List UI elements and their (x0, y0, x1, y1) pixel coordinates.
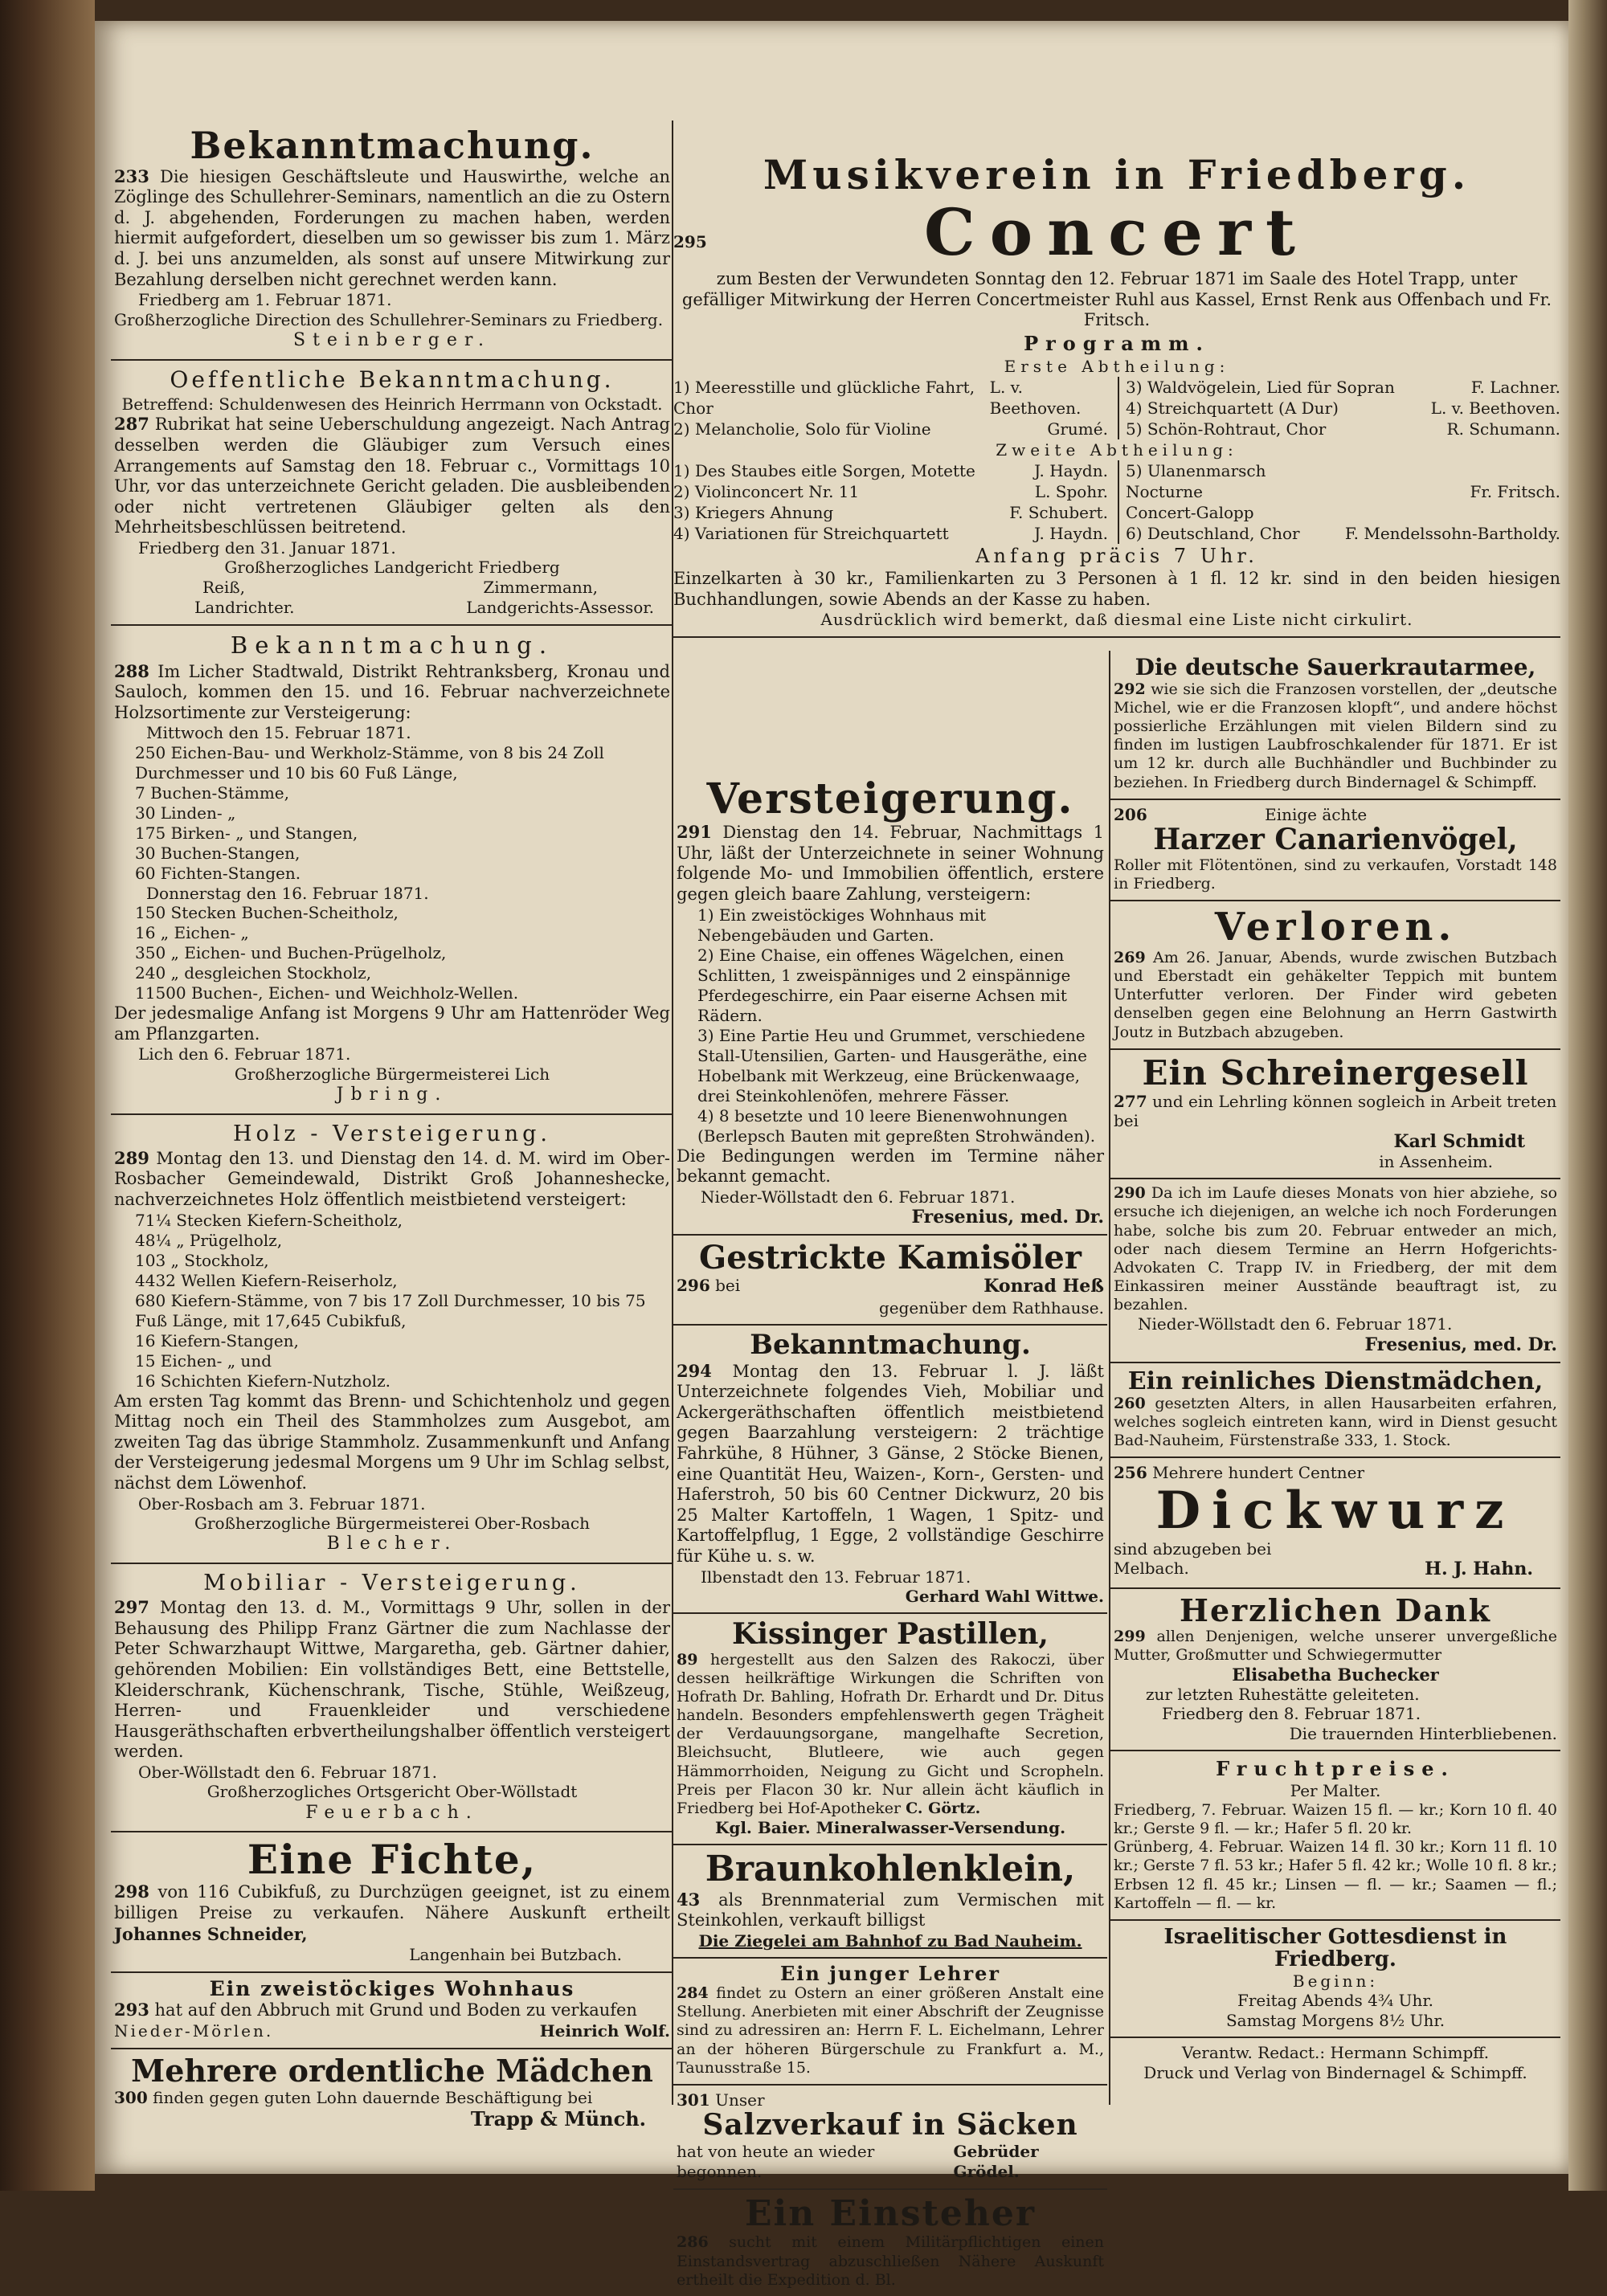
ad-name: Trapp & Münch. (470, 2106, 646, 2131)
list-item: 350 „ Eichen- und Buchen-Prügelholz, (135, 943, 447, 963)
ad-signature: Gerhard Wahl Wittwe. (905, 1587, 1104, 1606)
ad-fichte (111, 1832, 673, 1972)
concert-title: Concert (924, 194, 1310, 270)
concert-announcement (673, 153, 1560, 638)
ad-prefix: 256 Mehrere hundert Centner (1114, 1463, 1365, 1483)
ad-name: Gebrüder Grödel. (953, 2141, 1039, 2181)
service-line-1: Freitag Abends 4¾ Uhr. (1237, 1991, 1434, 2011)
ad-title: Ein zweistöckiges Wohnhaus (209, 1976, 575, 2000)
ad-title: Ein Einsteher (744, 2192, 1037, 2234)
ad-name: Johannes Schneider, (114, 1923, 308, 1944)
ad-title: Verloren. (1214, 905, 1457, 950)
auction-day: Donnerstag den 16. Februar 1871. (146, 883, 429, 903)
program-heading: Programm. (1024, 331, 1210, 355)
ad-signature: Fresenius, med. Dr. (911, 1207, 1104, 1228)
concert-tickets: Einzelkarten à 30 kr., Familienkarten zu 3 Personen à 1 fl. 12 kr. sind in den beiden hiesigen Buchhandlungen, sowie Abends an der Kasse zu haben. (673, 569, 1560, 609)
notice-body: Der jedesmalige Anfang ist Morgens 9 Uhr am Hattenröder Weg am Pflanzgarten. (114, 1003, 670, 1044)
ad-body: 260 gesetzten Alters, in allen Hausarbeiten erfahren, welches sogleich eintreten kann, wird in Dienst gesucht Bad-Nauheim, Fürstenstraße 333, 1. Stock. (1114, 1394, 1557, 1450)
program-part-2-rows (673, 460, 1560, 544)
list-item: 175 Birken- „ und Stangen, (135, 823, 358, 843)
list-item: 2) Eine Chaise, ein offenes Wägelchen, einen Schlitten, 1 zweispänniges und 2 einspännige Pferdegeschirre, ein Paar eiserne Achsen mit Rädern. (697, 945, 1071, 1025)
ad-title: Harzer Canarienvögel, (1153, 823, 1518, 857)
middle-column (673, 771, 1107, 2296)
notice-title: Oeffentliche Bekanntmachung. (170, 366, 615, 393)
program-right (1118, 377, 1560, 439)
ad-schreiner (1110, 1050, 1560, 1179)
notice-date: Friedberg am 1. Februar 1871. (138, 290, 392, 310)
signature-row (114, 578, 670, 598)
ad-body: 43 als Brennmaterial zum Vermischen mit Steinkohlen, verkauft billigst (677, 1889, 1104, 1930)
ad-place: Nieder-Mörlen. (114, 2020, 274, 2041)
ad-signature-row (114, 2021, 670, 2041)
ad-body: 293 hat auf den Abbruch mit Grund und Boden zu verkaufen (114, 2000, 637, 2020)
prices-friedberg: Friedberg, 7. Februar. Waizen 15 fl. — kr.; Korn 10 fl. 40 kr.; Gerste 9 fl. — kr.; Hafer 5 fl. 20 kr. (1114, 1800, 1557, 1838)
ad-body: 290 Da ich im Laufe dieses Monats von hier abziehe, so ersuche ich diejenigen, an welche ich noch Forderungen habe, solche bis zum 20. Februar entweder an mich, oder nach diesem Termine an Herrn Hofgerichts-Advokaten C. Trapp IV. in Friedberg, der mit dem Einkassiren meiner Ausstände beauftragt ist, zu bezahlen. (1114, 1184, 1558, 1314)
list-item: 1) Ein zweistöckiges Wohnhaus mit Nebengebäuden und Garten. (697, 905, 987, 945)
ad-body-2: zur letzten Ruhestätte geleiteten. (1146, 1685, 1420, 1705)
ad-versteigerung (673, 771, 1107, 1236)
list-item: 3) Eine Partie Heu und Grummet, verschiedene Stall-Utensilien, Garten- und Hausgeräthe, eine Hobelbank mit Werkzeug, eine Brückenwaage, drei Steinkohlenöfen, mehrere Fässer. (697, 1025, 1088, 1105)
right-column (1110, 651, 1560, 2089)
program-item: 4) Variationen für Streichquartett J. Haydn. (673, 524, 1108, 544)
ad-maedchen (111, 2049, 673, 2137)
program-item: 4) Streichquartett (A Dur) L. v. Beethoven. (1126, 398, 1560, 419)
list-item: 680 Kiefern-Stämme, von 7 bis 17 Zoll Durchmesser, 10 bis 75 Fuß Länge, mit 17,645 Cubikfuß, (135, 1290, 646, 1330)
list-item: 16 „ Eichen- „ (135, 923, 249, 943)
list-item: 4) 8 besetzte und 10 leere Bienenwohnungen (Berlepsch Bauten mit gepreßten Strohwänden). (697, 1105, 1096, 1146)
ad-canarien (1110, 800, 1560, 901)
ad-einsteher (673, 2190, 1107, 2296)
ad-body: 300 finden gegen guten Lohn dauernde Beschäftigung bei (114, 2087, 593, 2107)
list-item: 71¼ Stecken Kiefern-Scheitholz, (135, 1210, 403, 1230)
list-item: 48¼ „ Prügelholz, (135, 1230, 283, 1250)
ad-dickwurz (1110, 1458, 1560, 1589)
ad-body: 298 von 116 Cubikfuß, zu Durchzügen geeignet, ist zu einem billigen Preise zu verkaufen. Nähere Auskunft ertheilt Johannes Schneider, (114, 1881, 670, 1944)
ad-title: Versteigerung. (706, 774, 1074, 823)
ad-salz (673, 2086, 1107, 2190)
ad-kissinger (673, 1614, 1107, 1845)
notice-holz (111, 1115, 673, 1564)
ad-body: 277 und ein Lehrling können sogleich in Arbeit treten bei (1114, 1092, 1557, 1131)
concert-header: Musikverein in Friedberg. (763, 151, 1471, 198)
program-item: 5) Schön-Rohtraut, Chor R. Schumann. (1126, 419, 1560, 439)
ad-footer: Kgl. Baier. Mineralwasser-Versendung. (714, 1818, 1066, 1838)
prices-title: Fruchtpreise. (1216, 1757, 1455, 1781)
book-binding-left (0, 0, 95, 2191)
program-item: 3) Kriegers Ahnung F. Schubert. (673, 503, 1108, 523)
ad-title: Gestrickte Kamisöler (699, 1239, 1082, 1277)
program-item: Concert-Galopp (1126, 503, 1254, 523)
program-item: Nocturne Fr. Fritsch. (1126, 482, 1560, 502)
ad-lehrer (673, 1959, 1107, 2086)
ad-name: Heinrich Wolf. (539, 2020, 670, 2041)
notice-intro: 288 Im Licher Stadtwald, Distrikt Rehtranksberg, Kronau und Sauloch, kommen den 15. und 16. Februar nachverzeichnete Holzsortimente zur Versteigerung: (114, 660, 670, 722)
ad-name: H. J. Hahn. (1425, 1559, 1533, 1580)
ad-prefix: 301 Unser (677, 2090, 765, 2110)
ad-line (677, 1276, 1104, 1298)
notice-title: Holz - Versteigerung. (233, 1121, 551, 1146)
ad-title: Kissinger Pastillen, (732, 1617, 1049, 1651)
notice-date: Ober-Rosbach am 3. Februar 1871. (138, 1493, 426, 1514)
notice-signature: Blecher. (326, 1534, 458, 1554)
signature-right: Zimmermann, (483, 577, 598, 597)
ad-dienstmaedchen (1110, 1363, 1560, 1459)
ad-prefix: 206 Einige ächte (1114, 804, 1368, 824)
ad-dank (1110, 1589, 1560, 1751)
ad-title: Die deutsche Sauerkrautarmee, (1135, 654, 1536, 680)
concert-title-row (673, 194, 1560, 270)
concert-start: Anfang präcis 7 Uhr. (975, 545, 1258, 568)
signature-left-role: Landrichter. (194, 597, 295, 617)
ad-title: Ein junger Lehrer (780, 1961, 1000, 1985)
ad-title: Braunkohlenklein, (705, 1849, 1076, 1890)
prices-gruenberg: Grünberg, 4. Februar. Waizen 14 fl. 30 kr.; Korn 11 fl. 10 kr.; Gerste 7 fl. 53 kr.; Hafer 5 fl. 42 kr.; Wolle 10 fl. 8 kr.; Erbsen 12 fl. 45 kr.; Linsen — fl. — kr.; Saamen — fl.; Kartoffeln — fl. — kr. (1114, 1838, 1557, 1912)
program-item: 6) Deutschland, Chor F. Mendelssohn-Bartholdy. (1126, 524, 1560, 544)
notice-issuer: Großherzogliche Bürgermeisterei Lich (234, 1064, 550, 1084)
imprint (1110, 2038, 1560, 2089)
auction-day: Mittwoch den 15. Februar 1871. (146, 723, 411, 743)
ad-signature: Fresenius, med. Dr. (1364, 1334, 1557, 1355)
program-item: 1) Meeresstille und glückliche Fahrt, Chor L. v. Beethoven. (673, 378, 1082, 419)
program-item: 2) Violinconcert Nr. 11 L. Spohr. (673, 482, 1108, 502)
list-item: 103 „ Stockholz, (135, 1250, 269, 1270)
book-edge-right (1568, 0, 1607, 2191)
notice-title: Bekanntmachung. (190, 124, 595, 167)
signature-right-role: Landgerichts-Assessor. (466, 597, 654, 617)
ad-prefix: 296 bei (677, 1276, 741, 1296)
notice-signature: Jbring. (336, 1085, 448, 1105)
ad-body: 89 hergestellt aus den Salzen des Rakoczi, über dessen heilkräftige Wirkungen die Schriften von Hofrath Dr. Bahling, Hofrath Dr. Erhardt und Dr. Ditus handeln. Besonders empfehlenswerth gegen Trägheit der Verdauungsorgane, mangelhafte Secretion, Bleichsucht, Blutleere, wie auch gegen Hämmorrhoiden, Neigung zu Gicht und Scropheln. Preis per Flacon 30 kr. Nur allein ächt käuflich in Friedberg bei Hof-Apotheker C. Görtz. (677, 1650, 1104, 1817)
prices-unit: Per Malter. (1290, 1781, 1381, 1801)
notice-body: 297 Montag den 13. d. M., Vormittags 9 Uhr, sollen in der Behausung des Philipp Franz Gärtner die zum Nachlasse der Peter Schwarzhaupt Wittwe, Margaretha, geb. Gärtner dahier, gehörenden Mobilien: Ein vollständiges Bett, eine Bettstelle, Kleiderschrank, Küchenschrank, Tische, Stühle, Weißzeug, Herren- und Frauenkleider und verschiedene Hausgeräthschaften erbvertheilungshalber öffentlich versteigert werden. (114, 1597, 671, 1762)
program-item: 2) Melancholie, Solo für Violine Grumé. (673, 419, 1108, 439)
ad-body: 284 findet zu Ostern an einer größeren Anstalt eine Stellung. Anerbieten mit einer Abschrift der Zeugnisse sind zu adressiren an: Herrn F. L. Eichelmann, Lehrer an der höheren Bürgerschule zu Frankfurt a. M., Taunusstraße 15. (677, 1984, 1104, 2077)
notice-seminar (111, 121, 673, 361)
list-item: 150 Stecken Buchen-Scheitholz, (135, 903, 399, 923)
notice-date: Ober-Wöllstadt den 6. Februar 1871. (138, 1763, 437, 1783)
list-item: 60 Fichten-Stangen. (135, 863, 301, 883)
ad-title: Ein Schreinergesell (1142, 1052, 1529, 1093)
notice-subject: Betreffend: Schuldenwesen des Heinrich Herrmann von Ockstadt. (121, 394, 663, 415)
ad-name: Die Ziegelei am Bahnhof zu Bad Nauheim. (698, 1930, 1082, 1951)
service-label: Beginn: (1292, 1971, 1379, 1992)
program-item: 1) Des Staubes eitle Sorgen, Motette J. Haydn. (673, 461, 1108, 481)
list-item: 250 Eichen-Bau- und Werkholz-Stämme, von 8 bis 24 Zoll Durchmesser und 10 bis 60 Fuß Länge, (135, 742, 604, 782)
ad-body: Roller mit Flötentönen, sind zu verkaufen, Vorstadt 148 in Friedberg. (1114, 856, 1557, 893)
ad-body: 286 sucht mit einem Militärpflichtigen einen Einstandsvertrag abzuschließen Nähere Auskunft ertheilt die Expedition d. Bl. (677, 2233, 1105, 2289)
ad-verloren (1110, 901, 1560, 1050)
concert-number: 295 (673, 232, 707, 251)
ad-body: Die Bedingungen werden im Termine näher bekannt gemacht. (677, 1146, 1104, 1187)
program-left (673, 377, 1108, 439)
notice-title: Mobiliar - Versteigerung. (203, 1571, 581, 1596)
ad-place: Melbach. (1114, 1559, 1189, 1579)
ad-place: in Assenheim. (1379, 1151, 1493, 1171)
imprint-editor: Verantw. Redact.: Hermann Schimpff. (1181, 2043, 1490, 2063)
fruchtpreise (1110, 1751, 1560, 1921)
service-line-2: Samstag Morgens 8½ Uhr. (1225, 2010, 1445, 2030)
ad-place: gegenüber dem Rathhause. (878, 1297, 1104, 1318)
list-item: 16 Kiefern-Stangen, (135, 1330, 299, 1350)
concert-note: Ausdrücklich wird bemerkt, daß diesmal eine Liste nicht cirkulirt. (673, 610, 1560, 637)
list-item: 4432 Wellen Kiefern-Reiserholz, (135, 1270, 398, 1290)
program-item: 5) Ulanenmarsch (1126, 461, 1266, 481)
list-item: 30 Linden- „ (135, 803, 236, 823)
notice-body: 287 Rubrikat hat seine Ueberschuldung angezeigt. Nach Antrag desselben werden die Gläubiger zum Versuch eines Arrangements auf Samstag den 18. Februar c., Vormittags 10 Uhr, vor das unterzeichnete Gericht geladen. Die ausbleibenden oder nicht vertretenen Gläubiger gelten als den Mehrheitsbeschlüssen beitretend. (114, 414, 670, 537)
ad-name: Karl Schmidt (1393, 1130, 1525, 1152)
imprint-publisher: Druck und Verlag von Bindernagel & Schimpff. (1143, 2062, 1527, 2082)
ad-bekanntmachung (673, 1326, 1107, 1614)
ad-name: C. Görtz. (906, 1799, 981, 1817)
service-title: Israelitischer Gottesdienst in Friedberg. (1163, 1924, 1507, 1972)
ad-title: Mehrere ordentliche Mädchen (131, 2052, 653, 2089)
ad-sauerkraut (1110, 651, 1560, 800)
notice-body: 233 Die hiesigen Geschäftsleute und Hauswirthe, welche an Zöglinge des Schullehrer-Seminars, namentlich an die zu Ostern d. J. abgehenden, Forderungen zu machen haben, werden hiermit aufgefordert, dieselben um so gewisser bis zum 1. März d. J. bei uns anzumelden, als sonst auf unsere Mitwirkung zur Bezahlung derselben nicht gerechnet werden kann. (114, 165, 671, 289)
ad-place: Langenhain bei Butzbach. (409, 1945, 622, 1965)
notice-date: Friedberg den 31. Januar 1871. (138, 538, 396, 558)
notice-issuer: Großherzogliches Ortsgericht Ober-Wöllstadt (206, 1782, 578, 1802)
concert-text: zum Besten der Verwundeten Sonntag den 12. Februar 1871 im Saale des Hotel Trapp, unter gefälliger Mitwirkung der Herren Concertmeister Ruhl aus Kassel, Ernst Renk aus Offenbach und Fr. Fritsch. (681, 269, 1552, 330)
program-right (1118, 460, 1560, 544)
notice-intro: 289 Montag den 13. und Dienstag den 14. d. M. wird im Ober-Rosbacher Gemeindewald, Distrikt Groß Johanneshecke, nachverzeichnetes Holz öffentlich meistbietend versteigert: (114, 1147, 670, 1210)
ad-title: Dickwurz (1155, 1480, 1515, 1541)
ad-intro: 291 Dienstag den 14. Februar, Nachmittags 1 Uhr, läßt der Unterzeichnete in seiner Wohnung folgende Mo- und Immobilien öffentlich, erstere gegen gleich baare Zahlung, versteigern: (677, 822, 1104, 905)
program-part-1-rows (673, 377, 1560, 439)
program-part-2: Zweite Abtheilung: (996, 440, 1238, 460)
signature-left: Reiß, (202, 577, 246, 597)
left-column (111, 121, 673, 2137)
ad-name: Elisabetha Buchecker (1232, 1665, 1439, 1685)
ad-body: 299 allen Denjenigen, welche unserer unvergeßliche Mutter, Großmutter und Schwiegermutter (1114, 1627, 1557, 1664)
ad-date: Nieder-Wöllstadt den 6. Februar 1871. (701, 1187, 1016, 1207)
notice-issuer: Großherzogliches Landgericht Friedberg (224, 558, 560, 578)
ad-signature: Die trauernden Hinterbliebenen. (1289, 1723, 1557, 1743)
ad-name: Konrad Heß (983, 1276, 1104, 1297)
ad-body: 294 Montag den 13. Februar l. J. läßt Unterzeichnete folgendes Vieh, Mobiliar und Ackergeräthschaften öffentlich meistbietend gegen Baarzahlung versteigern: 2 trächtige Fahrkühe, 8 Hühner, 3 Gänse, 2 Stöcke Bienen, eine Quantität Heu, Waizen-, Korn-, Gersten- und Haferstroh, 50 bis 60 Centner Dickwurz, 20 bis 25 Malter Kartoffeln, 1 Wagen, 1 Spitz- und Kartoffelpflug, 1 Egge, 2 vollständige Geschirre für Kühe u. s. w. (677, 1360, 1104, 1566)
list-item: 11500 Buchen-, Eichen- und Weichholz-Wellen. (135, 983, 519, 1003)
notice-date: Lich den 6. Februar 1871. (138, 1044, 351, 1064)
ad-date: Friedberg den 8. Februar 1871. (1162, 1704, 1421, 1724)
notice-issuer: Großherzogliche Direction des Schullehrer-Seminars zu Friedberg. (114, 309, 664, 329)
ad-kamisoeler (673, 1236, 1107, 1326)
list-item: 30 Buchen-Stangen, (135, 843, 301, 863)
list-item: 15 Eichen- „ und (135, 1350, 272, 1371)
ad-title: Herzlichen Dank (1180, 1591, 1491, 1628)
ad-braunkohlen (673, 1845, 1107, 1959)
program-part-1: Erste Abtheilung: (1004, 357, 1230, 377)
gottesdienst (1110, 1921, 1560, 2038)
ad-title: Bekanntmachung. (750, 1329, 1031, 1362)
list-item: 7 Buchen-Stämme, (135, 782, 290, 803)
program-left (673, 460, 1108, 544)
signature-role-row (114, 598, 670, 618)
list-item: 240 „ desgleichen Stockholz, (135, 963, 372, 983)
notice-issuer: Großherzogliche Bürgermeisterei Ober-Rosbach (194, 1514, 590, 1534)
notice-public (111, 361, 673, 626)
ad-title: Eine Fichte, (247, 1836, 538, 1884)
ad-title: Ein reinliches Dienstmädchen, (1127, 1367, 1544, 1395)
notice-signature: Feuerbach. (305, 1802, 479, 1823)
ad-body: 292 wie sie sich die Franzosen vorstellen, der „deutsche Michel, wie er die Franzosen klopft“, und andere höchst possierliche Erzählungen mit vielen Bildern sind zu finden im lustigen Laubfroschkalender für 1871. Er ist um 12 kr. durch alle Buchhändler und Buchbinder zu beziehen. In Friedberg durch Bindernagel & Schimpff. (1114, 680, 1557, 791)
notice-body: Am ersten Tag kommt das Brenn- und Schichtenholz und gegen Mittag noch ein Theil des Stammholzes zum Ausgebot, am zweiten Tag das übrige Stammholz. Zusammenkunft und Anfang der Versteigerung jedesmal Morgens um 9 Uhr im Schlag selbst, nächst dem Löwenhof. (114, 1391, 670, 1493)
program-item: 3) Waldvögelein, Lied für Sopran F. Lachner. (1126, 378, 1560, 398)
notice-lich-wood (111, 626, 673, 1115)
ad-wohnhaus (111, 1973, 673, 2049)
notice-signature: Steinberger. (293, 330, 491, 351)
ad-forderungen (1110, 1179, 1560, 1363)
notice-mobiliar (111, 1564, 673, 1832)
ad-title: Salzverkauf in Säcken (702, 2108, 1078, 2143)
ad-body: hat von heute an wieder begonnen. (677, 2141, 875, 2181)
ad-body: sind abzugeben bei (1114, 1539, 1272, 1559)
ad-line (677, 2142, 1104, 2182)
ad-line (1114, 1559, 1557, 1581)
list-item: 16 Schichten Kiefern-Nutzholz. (135, 1371, 391, 1391)
ad-date: Ilbenstadt den 13. Februar 1871. (701, 1567, 971, 1587)
ad-body: 269 Am 26. Januar, Abends, wurde zwischen Butzbach und Eberstadt ein gehäkelter Teppich mit buntem Unterfutter verloren. Der Finder wird gebeten denselben gegen eine Belohnung an Herrn Gastwirth Joutz in Butzbach abzugeben. (1114, 948, 1557, 1041)
ad-date: Nieder-Wöllstadt den 6. Februar 1871. (1138, 1314, 1453, 1334)
notice-title: Bekanntmachung. (230, 631, 554, 659)
